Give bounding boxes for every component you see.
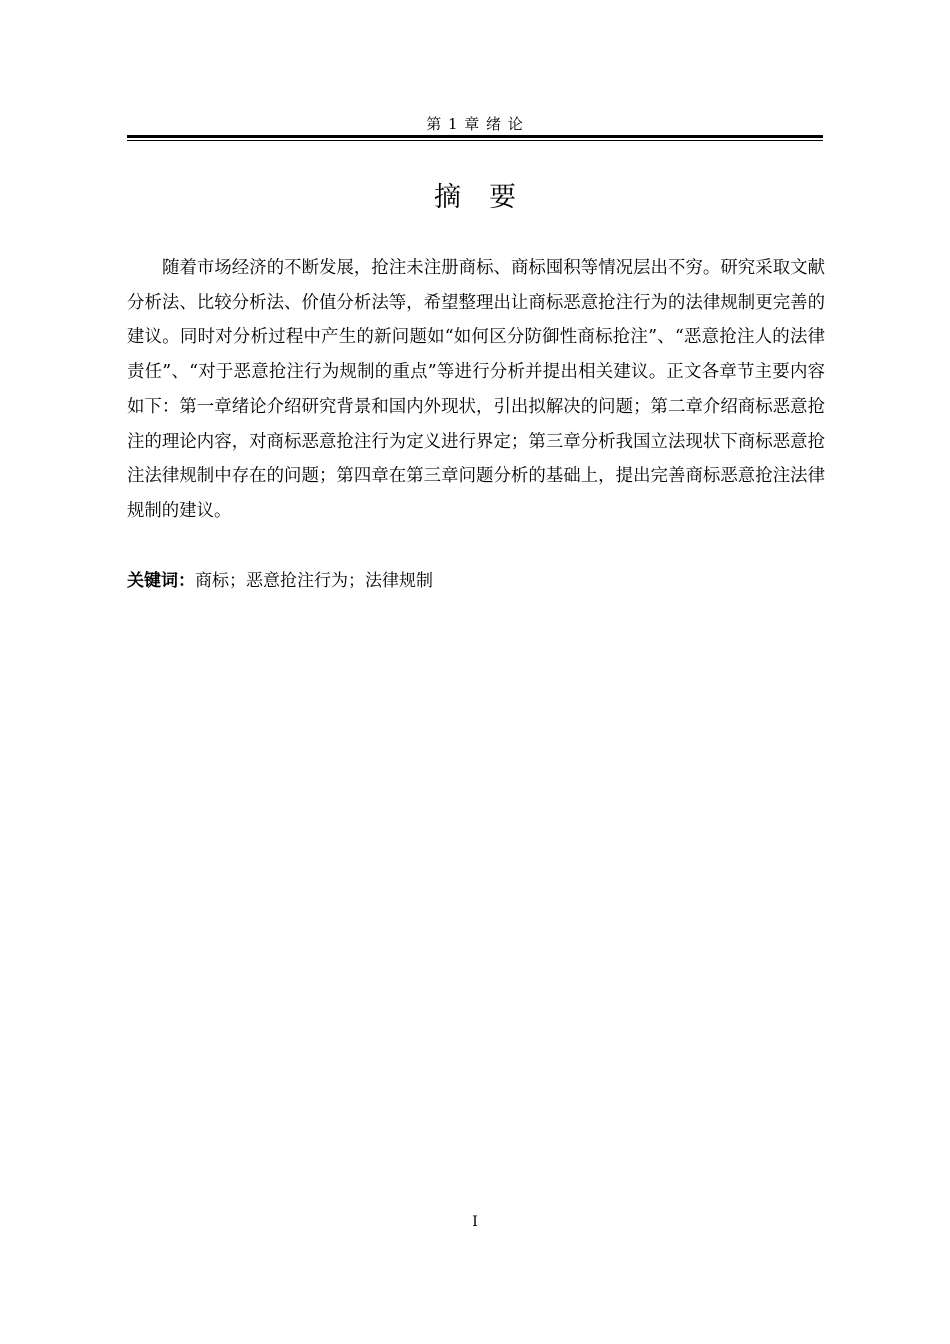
- keywords-line: [127, 566, 823, 596]
- running-header: 第 1 章 绪 论: [426, 115, 524, 133]
- keywords-value: 商标；恶意抢注行为；法律规制: [195, 571, 433, 591]
- abstract-title: 摘要: [434, 182, 544, 213]
- header-rule-thick: [127, 135, 823, 138]
- abstract-paragraph: 随着市场经济的不断发展，抢注未注册商标、商标囤积等情况层出不穷。研究采取文献分析法、比较分析法、价值分析法等，希望整理出让商标恶意抢注行为的法律规制更完善的建议。同时对分析过程中产生的新问题如“如何区分防御性商标抢注”、“恶意抢注人的法律责任”、“对于恶意抢注行为规制的重点”等进行分析并提出相关建议。正文各章节主要内容如下：第一章绪论介绍研究背景和国内外现状，引出拟解决的问题；第二章介绍商标恶意抢注的理论内容，对商标恶意抢注行为定义进行界定；第三章分析我国立法现状下商标恶意抢注法律规制中存在的问题；第四章在第三章问题分析的基础上，提出完善商标恶意抢注法律规制的建议。: [127, 258, 825, 521]
- keywords-label: 关键词：: [127, 571, 195, 591]
- header-rule-thin: [127, 140, 823, 141]
- page-number: I: [472, 1214, 478, 1230]
